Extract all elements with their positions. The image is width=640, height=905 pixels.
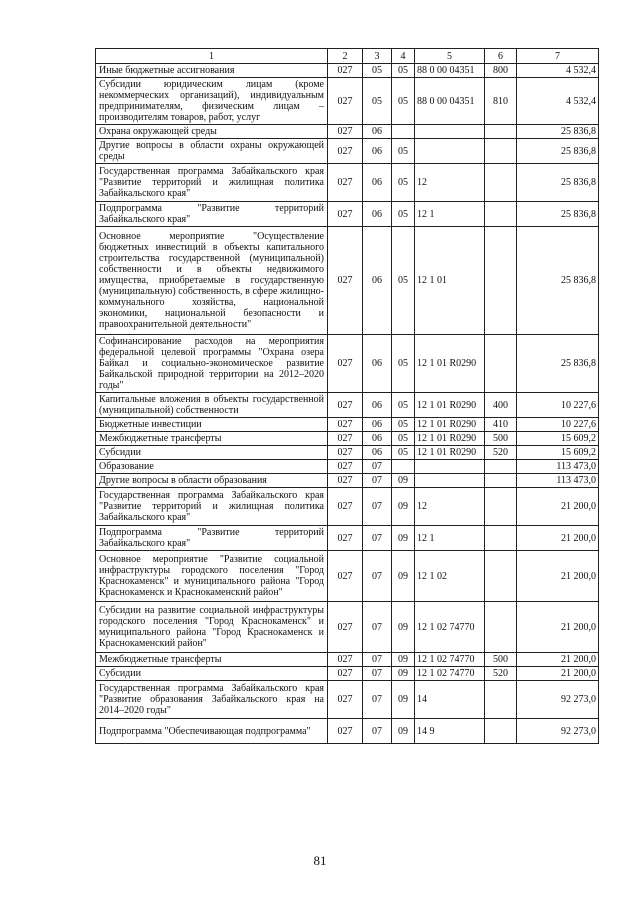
row-name: Образование bbox=[96, 460, 328, 474]
row-subsection: 05 bbox=[392, 202, 415, 227]
table-row bbox=[96, 202, 599, 227]
row-expense-type bbox=[485, 460, 517, 474]
budget-table bbox=[95, 48, 599, 744]
row-target-article: 12 1 01 bbox=[415, 227, 485, 335]
table-row bbox=[96, 227, 599, 335]
row-target-article bbox=[415, 460, 485, 474]
row-expense-type: 520 bbox=[485, 446, 517, 460]
row-grbs: 027 bbox=[328, 202, 363, 227]
table-row bbox=[96, 446, 599, 460]
row-target-article: 12 bbox=[415, 488, 485, 526]
row-grbs: 027 bbox=[328, 719, 363, 744]
row-target-article: 12 1 01 R0290 bbox=[415, 418, 485, 432]
row-expense-type: 520 bbox=[485, 667, 517, 681]
row-expense-type bbox=[485, 227, 517, 335]
row-name: Субсидии юридическим лицам (кроме некоммерческих организаций), индивидуальным предпринимателям, физическим лицам – производителям товаров, работ, услуг bbox=[96, 78, 328, 125]
table-row bbox=[96, 526, 599, 551]
row-subsection: 09 bbox=[392, 551, 415, 602]
row-expense-type bbox=[485, 474, 517, 488]
row-section: 06 bbox=[363, 125, 392, 139]
row-section: 07 bbox=[363, 460, 392, 474]
table-row bbox=[96, 667, 599, 681]
row-amount: 25 836,8 bbox=[517, 125, 599, 139]
table-row bbox=[96, 418, 599, 432]
header-col-3: 3 bbox=[363, 49, 392, 64]
row-subsection: 05 bbox=[392, 446, 415, 460]
row-grbs: 027 bbox=[328, 681, 363, 719]
table-row bbox=[96, 164, 599, 202]
row-target-article: 12 1 bbox=[415, 526, 485, 551]
row-name: Межбюджетные трансферты bbox=[96, 432, 328, 446]
row-expense-type bbox=[485, 551, 517, 602]
row-expense-type bbox=[485, 335, 517, 393]
row-amount: 92 273,0 bbox=[517, 719, 599, 744]
row-target-article: 88 0 00 04351 bbox=[415, 64, 485, 78]
row-target-article: 12 1 02 74770 bbox=[415, 667, 485, 681]
row-expense-type bbox=[485, 602, 517, 653]
row-subsection: 05 bbox=[392, 432, 415, 446]
row-subsection: 05 bbox=[392, 418, 415, 432]
row-name: Межбюджетные трансферты bbox=[96, 653, 328, 667]
row-target-article: 12 1 bbox=[415, 202, 485, 227]
row-name: Государственная программа Забайкальского края "Развитие территорий и жилищная политика Забайкальского края" bbox=[96, 164, 328, 202]
row-amount: 15 609,2 bbox=[517, 446, 599, 460]
row-grbs: 027 bbox=[328, 526, 363, 551]
row-amount: 10 227,6 bbox=[517, 418, 599, 432]
row-expense-type bbox=[485, 526, 517, 551]
row-subsection: 05 bbox=[392, 78, 415, 125]
row-target-article bbox=[415, 139, 485, 164]
row-name: Охрана окружающей среды bbox=[96, 125, 328, 139]
row-expense-type bbox=[485, 164, 517, 202]
row-subsection bbox=[392, 125, 415, 139]
row-expense-type: 810 bbox=[485, 78, 517, 125]
row-expense-type: 800 bbox=[485, 64, 517, 78]
row-amount: 25 836,8 bbox=[517, 335, 599, 393]
row-section: 06 bbox=[363, 139, 392, 164]
table-row bbox=[96, 64, 599, 78]
row-grbs: 027 bbox=[328, 474, 363, 488]
row-amount: 25 836,8 bbox=[517, 227, 599, 335]
row-name: Государственная программа Забайкальского края "Развитие территорий и жилищная политика Забайкальского края" bbox=[96, 488, 328, 526]
header-col-2: 2 bbox=[328, 49, 363, 64]
table-row bbox=[96, 139, 599, 164]
row-subsection: 05 bbox=[392, 164, 415, 202]
row-section: 07 bbox=[363, 681, 392, 719]
row-name: Государственная программа Забайкальского края "Развитие образования Забайкальского края на 2014–2020 годы" bbox=[96, 681, 328, 719]
row-grbs: 027 bbox=[328, 227, 363, 335]
row-subsection: 05 bbox=[392, 139, 415, 164]
row-subsection: 09 bbox=[392, 602, 415, 653]
row-expense-type bbox=[485, 125, 517, 139]
row-section: 07 bbox=[363, 602, 392, 653]
row-section: 07 bbox=[363, 667, 392, 681]
row-amount: 21 200,0 bbox=[517, 602, 599, 653]
row-grbs: 027 bbox=[328, 393, 363, 418]
row-grbs: 027 bbox=[328, 139, 363, 164]
table-row bbox=[96, 432, 599, 446]
row-expense-type bbox=[485, 139, 517, 164]
row-name: Бюджетные инвестиции bbox=[96, 418, 328, 432]
row-name: Субсидии на развитие социальной инфраструктуры городского поселения "Город Краснокаменск" и муниципального района "Город Краснокаменск и Краснокаменский район" bbox=[96, 602, 328, 653]
row-grbs: 027 bbox=[328, 602, 363, 653]
row-amount: 21 200,0 bbox=[517, 551, 599, 602]
header-col-4: 4 bbox=[392, 49, 415, 64]
row-name: Подпрограмма "Развитие территорий Забайкальского края" bbox=[96, 526, 328, 551]
row-section: 07 bbox=[363, 526, 392, 551]
row-grbs: 027 bbox=[328, 432, 363, 446]
row-amount: 21 200,0 bbox=[517, 667, 599, 681]
row-target-article: 12 1 01 R0290 bbox=[415, 335, 485, 393]
row-grbs: 027 bbox=[328, 335, 363, 393]
row-subsection: 09 bbox=[392, 719, 415, 744]
row-name: Подпрограмма "Развитие территорий Забайкальского края" bbox=[96, 202, 328, 227]
row-amount: 21 200,0 bbox=[517, 526, 599, 551]
row-subsection: 09 bbox=[392, 667, 415, 681]
row-name: Иные бюджетные ассигнования bbox=[96, 64, 328, 78]
row-amount: 4 532,4 bbox=[517, 78, 599, 125]
row-name: Другие вопросы в области образования bbox=[96, 474, 328, 488]
table-row bbox=[96, 602, 599, 653]
table-row bbox=[96, 460, 599, 474]
row-section: 07 bbox=[363, 551, 392, 602]
row-section: 06 bbox=[363, 446, 392, 460]
row-section: 07 bbox=[363, 653, 392, 667]
row-target-article bbox=[415, 125, 485, 139]
row-name: Капитальные вложения в объекты государственной (муниципальной) собственности bbox=[96, 393, 328, 418]
row-amount: 113 473,0 bbox=[517, 474, 599, 488]
row-subsection: 09 bbox=[392, 681, 415, 719]
row-grbs: 027 bbox=[328, 164, 363, 202]
table-row bbox=[96, 125, 599, 139]
table-row bbox=[96, 653, 599, 667]
row-name: Софинансирование расходов на мероприятия федеральной целевой программы "Охрана озера Байкал и социально-экономическое развитие Байкальской природной территории на 2012–2020 годы" bbox=[96, 335, 328, 393]
row-section: 05 bbox=[363, 78, 392, 125]
row-section: 06 bbox=[363, 202, 392, 227]
row-section: 06 bbox=[363, 432, 392, 446]
row-grbs: 027 bbox=[328, 78, 363, 125]
row-amount: 92 273,0 bbox=[517, 681, 599, 719]
row-subsection: 05 bbox=[392, 64, 415, 78]
row-grbs: 027 bbox=[328, 418, 363, 432]
table-row bbox=[96, 335, 599, 393]
table-row bbox=[96, 393, 599, 418]
row-target-article: 14 9 bbox=[415, 719, 485, 744]
page-number: 81 bbox=[313, 853, 327, 868]
row-amount: 25 836,8 bbox=[517, 202, 599, 227]
row-expense-type: 500 bbox=[485, 653, 517, 667]
header-col-5: 5 bbox=[415, 49, 485, 64]
table-row bbox=[96, 719, 599, 744]
row-grbs: 027 bbox=[328, 446, 363, 460]
header-col-7: 7 bbox=[517, 49, 599, 64]
row-grbs: 027 bbox=[328, 667, 363, 681]
row-target-article bbox=[415, 474, 485, 488]
row-name: Субсидии bbox=[96, 667, 328, 681]
row-target-article: 12 1 02 74770 bbox=[415, 602, 485, 653]
table-row bbox=[96, 551, 599, 602]
row-target-article: 12 1 02 bbox=[415, 551, 485, 602]
row-subsection: 05 bbox=[392, 227, 415, 335]
row-subsection: 09 bbox=[392, 653, 415, 667]
row-grbs: 027 bbox=[328, 488, 363, 526]
row-target-article: 12 1 01 R0290 bbox=[415, 432, 485, 446]
row-name: Основное мероприятие "Осуществление бюджетных инвестиций в объекты капитального строительства государственной (муниципальной) собственности и в объекты недвижимого имущества, приобретаемые в государственную (муниципальную) собственность, в сфере жилищно-коммунального хозяйства, национальной экономики, национальной безопасности и правоохранительной деятельности" bbox=[96, 227, 328, 335]
table-row bbox=[96, 78, 599, 125]
row-subsection: 05 bbox=[392, 335, 415, 393]
row-target-article: 12 bbox=[415, 164, 485, 202]
row-amount: 4 532,4 bbox=[517, 64, 599, 78]
row-target-article: 88 0 00 04351 bbox=[415, 78, 485, 125]
row-subsection bbox=[392, 460, 415, 474]
row-section: 06 bbox=[363, 164, 392, 202]
row-section: 06 bbox=[363, 335, 392, 393]
row-section: 07 bbox=[363, 474, 392, 488]
row-subsection: 09 bbox=[392, 526, 415, 551]
row-section: 05 bbox=[363, 64, 392, 78]
row-target-article: 12 1 01 R0290 bbox=[415, 393, 485, 418]
row-grbs: 027 bbox=[328, 64, 363, 78]
row-amount: 21 200,0 bbox=[517, 488, 599, 526]
row-expense-type bbox=[485, 681, 517, 719]
table-row bbox=[96, 488, 599, 526]
header-row bbox=[96, 49, 599, 64]
row-target-article: 14 bbox=[415, 681, 485, 719]
row-target-article: 12 1 02 74770 bbox=[415, 653, 485, 667]
row-name: Подпрограмма "Обеспечивающая подпрограмма" bbox=[96, 719, 328, 744]
row-section: 07 bbox=[363, 719, 392, 744]
row-amount: 15 609,2 bbox=[517, 432, 599, 446]
row-grbs: 027 bbox=[328, 125, 363, 139]
row-subsection: 09 bbox=[392, 488, 415, 526]
row-expense-type: 500 bbox=[485, 432, 517, 446]
row-section: 06 bbox=[363, 418, 392, 432]
row-section: 07 bbox=[363, 488, 392, 526]
row-section: 06 bbox=[363, 227, 392, 335]
row-expense-type: 400 bbox=[485, 393, 517, 418]
row-amount: 25 836,8 bbox=[517, 139, 599, 164]
table-row bbox=[96, 474, 599, 488]
row-grbs: 027 bbox=[328, 551, 363, 602]
row-subsection: 09 bbox=[392, 474, 415, 488]
row-section: 06 bbox=[363, 393, 392, 418]
row-expense-type bbox=[485, 488, 517, 526]
row-grbs: 027 bbox=[328, 653, 363, 667]
row-name: Субсидии bbox=[96, 446, 328, 460]
row-subsection: 05 bbox=[392, 393, 415, 418]
table-row bbox=[96, 681, 599, 719]
row-name: Основное мероприятие "Развитие социальной инфраструктуры городского поселения "Город Краснокаменск" и муниципального района "Город Краснокаменск и Краснокаменский район" bbox=[96, 551, 328, 602]
row-amount: 113 473,0 bbox=[517, 460, 599, 474]
header-col-6: 6 bbox=[485, 49, 517, 64]
row-amount: 25 836,8 bbox=[517, 164, 599, 202]
row-expense-type bbox=[485, 719, 517, 744]
row-amount: 10 227,6 bbox=[517, 393, 599, 418]
row-expense-type bbox=[485, 202, 517, 227]
row-target-article: 12 1 01 R0290 bbox=[415, 446, 485, 460]
row-name: Другие вопросы в области охраны окружающей среды bbox=[96, 139, 328, 164]
row-expense-type: 410 bbox=[485, 418, 517, 432]
row-amount: 21 200,0 bbox=[517, 653, 599, 667]
header-col-1: 1 bbox=[96, 49, 328, 64]
row-grbs: 027 bbox=[328, 460, 363, 474]
